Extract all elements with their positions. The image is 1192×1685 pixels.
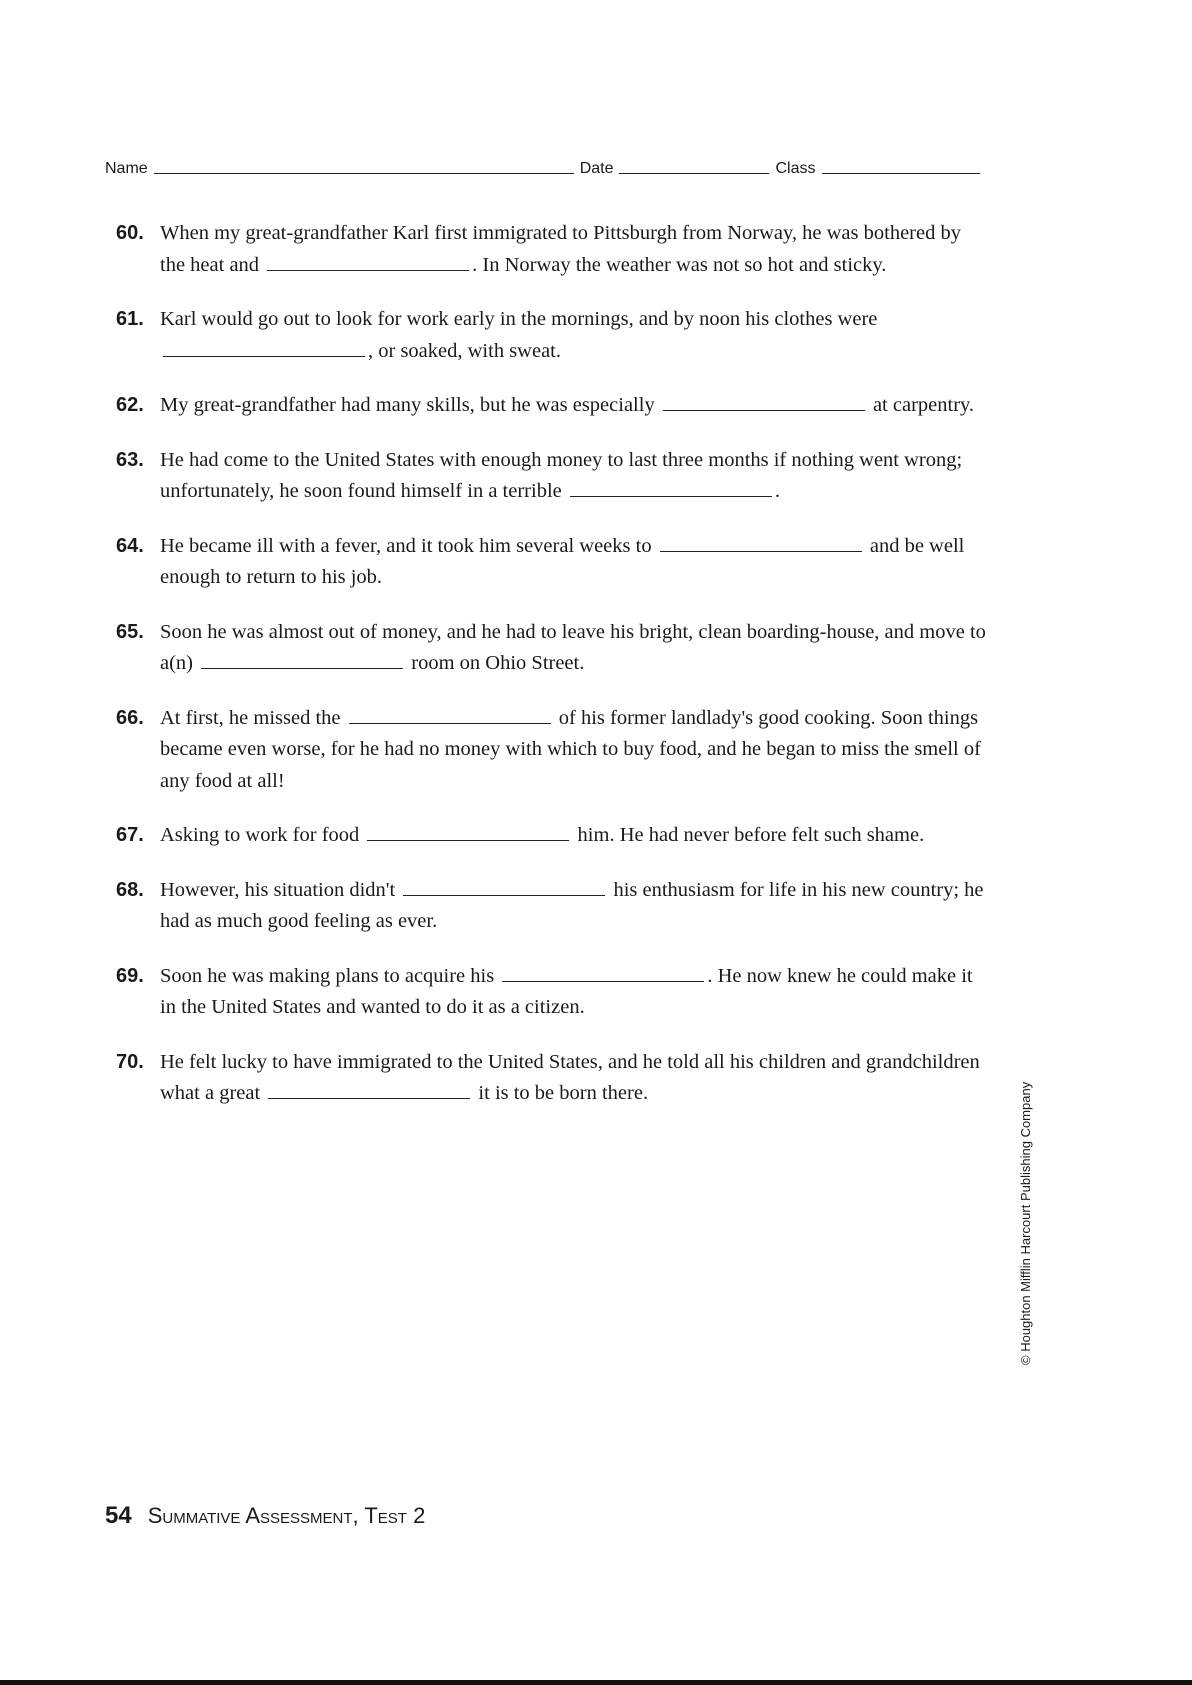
question-text (160, 218, 986, 281)
question-item (116, 961, 986, 1024)
question-item (116, 1047, 986, 1110)
student-info-header (105, 160, 980, 178)
class-label: Class (775, 160, 816, 177)
question-text-before: However, his situation didn't (160, 878, 396, 901)
question-number: 69. (116, 964, 144, 987)
question-number: 61. (116, 308, 144, 330)
question-text-after: . (774, 480, 780, 502)
question-number: 68. (116, 878, 144, 901)
question-text (160, 961, 986, 1024)
question-text-before: At first, he missed the (160, 706, 341, 729)
question-number: 64. (116, 534, 144, 557)
question-number: 65. (116, 620, 144, 643)
question-number: 66. (116, 706, 144, 729)
question-item (116, 820, 986, 852)
date-field-line[interactable] (619, 172, 769, 174)
question-text-after: , or soaked, with sweat. (368, 339, 561, 362)
scan-edge-bar (0, 1680, 1192, 1685)
question-item (116, 218, 986, 281)
question-text-after: . In Norway the weather was not so hot and sticky. (472, 253, 887, 276)
question-item (116, 617, 986, 680)
question-text-after: room on Ohio Street. (411, 652, 585, 674)
answer-blank[interactable] (570, 495, 772, 497)
question-text-after: at carpentry. (872, 394, 975, 416)
question-item (116, 703, 986, 798)
answer-blank[interactable] (660, 550, 862, 552)
question-list (116, 218, 986, 1133)
answer-blank[interactable] (349, 722, 551, 724)
question-text-before: He became ill with a fever, and it took him several weeks to (160, 534, 652, 557)
class-field-line[interactable] (822, 172, 981, 174)
question-item (116, 390, 986, 422)
question-number: 62. (116, 394, 144, 416)
question-text-before: He felt lucky to have immigrated to the United States, and he told all his children and grandchildren what a great (160, 1050, 980, 1104)
answer-blank[interactable] (663, 409, 865, 411)
question-text (160, 703, 986, 798)
question-text (160, 875, 986, 938)
question-text-before: He had come to the United States with enough money to last three months if nothing went wrong; unfortunately, he soon found himself in a terrible (160, 448, 963, 502)
answer-blank[interactable] (367, 839, 569, 841)
question-text (160, 531, 986, 594)
question-text-before: Soon he was almost out of money, and he had to leave his bright, clean boarding-house, and move to a(n) (160, 620, 986, 674)
question-text-before: When my great-grandfather Karl first immigrated to Pittsburgh from Norway, he was bothered by the heat and (160, 222, 961, 276)
answer-blank[interactable] (163, 355, 365, 357)
question-text (160, 390, 986, 422)
question-number: 67. (116, 824, 144, 846)
name-field-line[interactable] (154, 172, 574, 174)
question-text-after: him. He had never before felt such shame. (577, 824, 925, 846)
question-number: 63. (116, 448, 144, 471)
question-text-after: his enthusiasm for life in his new country; he had as much good feeling as ever. (160, 878, 984, 932)
question-item (116, 445, 986, 508)
question-text (160, 304, 986, 367)
question-text (160, 445, 986, 508)
name-label: Name (105, 160, 148, 177)
question-text-after: . He now knew he could make it in the United States and wanted to do it as a citizen. (160, 964, 973, 1018)
page-footer (105, 1502, 425, 1530)
answer-blank[interactable] (268, 1097, 470, 1099)
question-text-before: My great-grandfather had many skills, but he was especially (160, 394, 655, 416)
question-number: 70. (116, 1050, 144, 1073)
answer-blank[interactable] (267, 269, 469, 271)
question-text (160, 1047, 986, 1110)
question-text-after: it is to be born there. (478, 1082, 649, 1104)
answer-blank[interactable] (403, 894, 605, 896)
question-item (116, 531, 986, 594)
section-title: Summative Assessment, Test 2 (147, 1503, 426, 1528)
question-number: 60. (116, 222, 144, 244)
question-item (116, 304, 986, 367)
page-number: 54 (105, 1502, 132, 1529)
question-text (160, 617, 986, 680)
question-text-before: Soon he was making plans to acquire his (160, 964, 495, 987)
answer-blank[interactable] (502, 980, 704, 982)
copyright-notice: © Houghton Mifflin Harcourt Publishing Company (1018, 1081, 1033, 1365)
question-text-after: and be well enough to return to his job. (160, 534, 965, 588)
question-item (116, 875, 986, 938)
question-text-before: Karl would go out to look for work early in the mornings, and by noon his clothes were (160, 308, 878, 330)
question-text-before: Asking to work for food (160, 824, 360, 846)
answer-blank[interactable] (201, 667, 403, 669)
date-label: Date (579, 160, 614, 177)
question-text (160, 820, 986, 852)
question-text-after: of his former landlady's good cooking. Soon things became even worse, for he had no money with which to buy food, and he began to miss the smell of any food at all! (160, 706, 981, 792)
